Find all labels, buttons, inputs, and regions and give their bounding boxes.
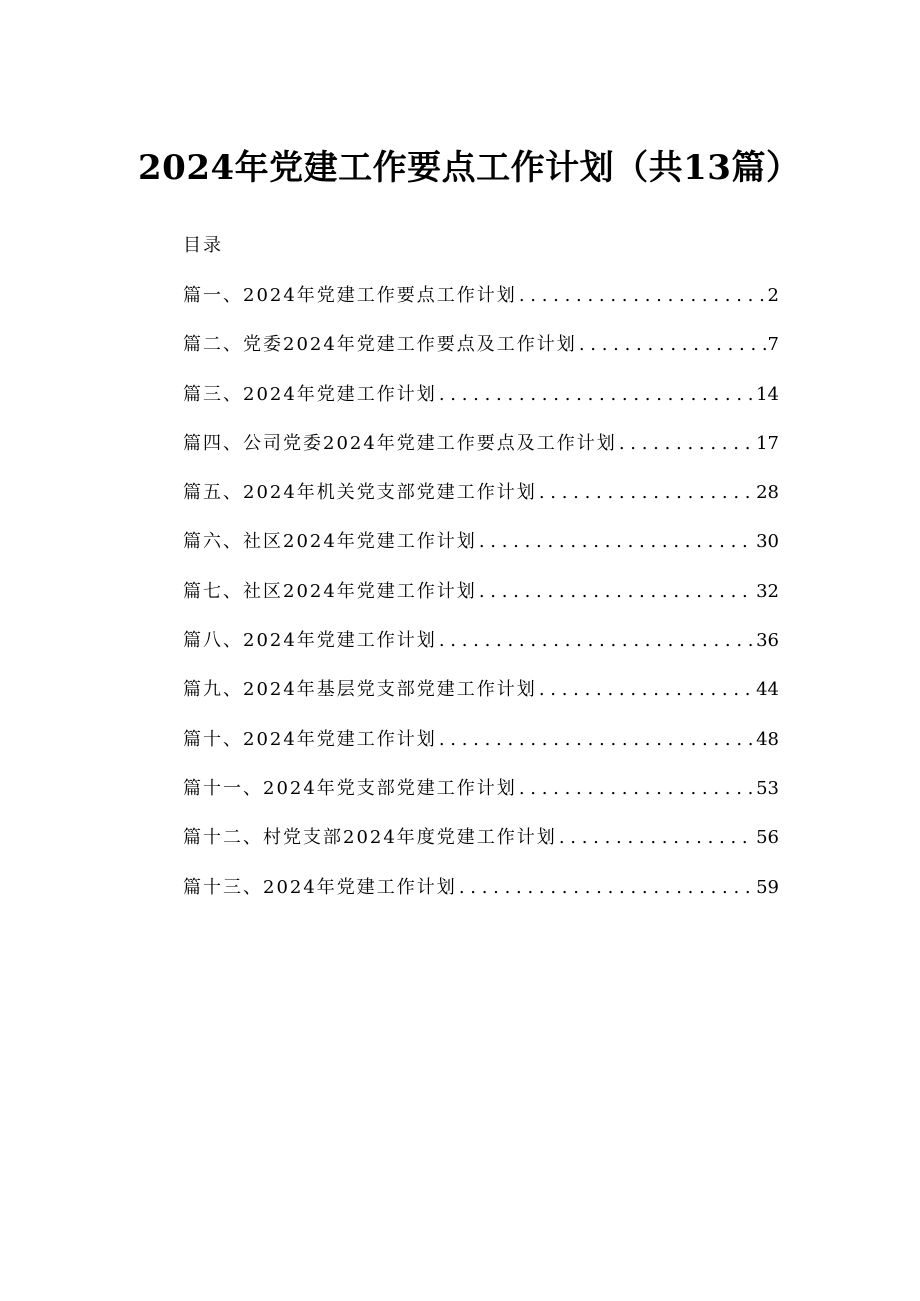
toc-entry-4[interactable] xyxy=(183,432,779,481)
toc-page-number: 14 xyxy=(756,383,779,405)
toc-heading: 目录 xyxy=(183,235,223,256)
toc-entry-label: 篇十一、2024年党支部党建工作计划 xyxy=(183,777,517,799)
toc-leader-dots xyxy=(439,728,754,752)
toc-entry-label: 篇十、2024年党建工作计划 xyxy=(183,728,437,750)
toc-leader-dots xyxy=(439,383,754,407)
toc-entry-label: 篇四、公司党委2024年党建工作要点及工作计划 xyxy=(183,432,617,454)
toc-page-number: 7 xyxy=(767,334,779,356)
toc-leader-dots xyxy=(539,481,754,505)
toc-entry-label: 篇十三、2024年党建工作计划 xyxy=(183,876,457,898)
toc-leader-dots xyxy=(439,629,754,653)
toc-entry-6[interactable] xyxy=(183,530,779,579)
toc-page-number: 32 xyxy=(756,580,779,602)
toc-entry-label: 篇二、党委2024年党建工作要点及工作计划 xyxy=(183,334,577,356)
toc-entry-label: 篇六、社区2024年党建工作计划 xyxy=(183,531,477,553)
toc-leader-dots xyxy=(619,432,754,456)
toc-entry-12[interactable] xyxy=(183,826,779,875)
toc-leader-dots xyxy=(559,826,754,850)
toc-page-number: 30 xyxy=(756,531,779,553)
toc-entry-5[interactable] xyxy=(183,481,779,530)
toc-entry-label: 篇三、2024年党建工作计划 xyxy=(183,383,437,405)
toc-entry-9[interactable] xyxy=(183,678,779,727)
toc-entry-label: 篇九、2024年基层党支部党建工作计划 xyxy=(183,679,537,701)
toc-page-number: 2 xyxy=(767,285,779,306)
toc-page-number: 28 xyxy=(756,482,779,504)
toc-page-number: 53 xyxy=(756,777,779,799)
toc-entry-7[interactable] xyxy=(183,580,779,629)
toc-entry-label: 篇七、社区2024年党建工作计划 xyxy=(183,580,477,602)
toc-page-number: 48 xyxy=(756,728,779,750)
toc-leader-dots xyxy=(459,876,754,900)
toc-leader-dots xyxy=(519,777,754,801)
toc-leader-dots xyxy=(539,678,754,702)
toc-entry-2[interactable] xyxy=(183,333,779,382)
toc-entry-13[interactable] xyxy=(183,876,779,925)
toc-leader-dots xyxy=(479,530,754,554)
toc-leader-dots xyxy=(579,333,766,357)
toc-entry-8[interactable] xyxy=(183,629,779,678)
toc-page-number: 56 xyxy=(756,827,779,849)
toc-entry-3[interactable] xyxy=(183,383,779,432)
toc-leader-dots xyxy=(479,580,754,604)
toc-entry-1[interactable] xyxy=(183,284,779,333)
toc-entry-label: 篇五、2024年机关党支部党建工作计划 xyxy=(183,482,537,504)
table-of-contents xyxy=(183,284,779,925)
document-title: 2024年党建工作要点工作计划（共13篇） xyxy=(138,148,801,188)
toc-page-number: 17 xyxy=(756,432,779,454)
toc-page-number: 59 xyxy=(756,876,779,898)
toc-entry-label: 篇一、2024年党建工作要点工作计划 xyxy=(183,285,517,306)
toc-entry-label: 篇八、2024年党建工作计划 xyxy=(183,630,437,652)
toc-leader-dots xyxy=(519,284,766,308)
toc-entry-label: 篇十二、村党支部2024年度党建工作计划 xyxy=(183,827,557,849)
toc-page-number: 36 xyxy=(756,630,779,652)
toc-page-number: 44 xyxy=(756,679,779,701)
toc-entry-11[interactable] xyxy=(183,777,779,826)
toc-entry-10[interactable] xyxy=(183,728,779,777)
